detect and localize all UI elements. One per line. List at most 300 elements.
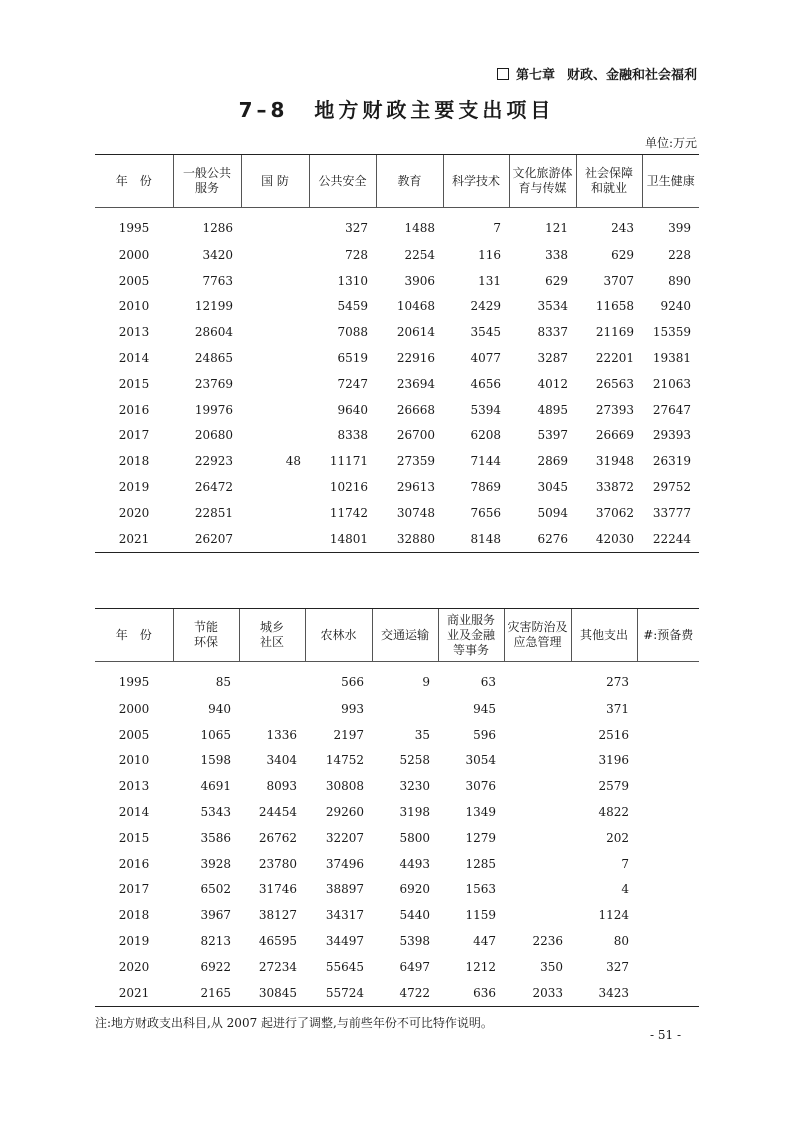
value-cell: 23694 xyxy=(396,376,435,391)
value-cell: 8337 xyxy=(537,325,568,340)
value-cell: 31948 xyxy=(595,454,634,469)
column-header-line: 应急管理 xyxy=(513,635,562,649)
value-cell: 1212 xyxy=(465,959,496,974)
value-cell: 19381 xyxy=(652,351,691,366)
table-row xyxy=(95,371,699,397)
value-cell xyxy=(504,877,571,903)
value-cell xyxy=(637,696,699,722)
column-header-line: 卫生健康 xyxy=(646,173,695,188)
title-number: 7–8 xyxy=(238,98,289,122)
value-cell: 14801 xyxy=(309,526,376,552)
value-cell: 30748 xyxy=(396,505,435,520)
column-header xyxy=(95,155,173,208)
value-cell: 34497 xyxy=(325,934,364,949)
value-cell xyxy=(241,423,309,449)
value-cell: 7247 xyxy=(337,376,368,391)
value-cell: 4 xyxy=(621,882,629,897)
table-row xyxy=(95,662,699,697)
value-cell: 7763 xyxy=(202,273,233,288)
value-cell: 29260 xyxy=(325,805,364,820)
table-row xyxy=(95,319,699,345)
value-cell: 629 xyxy=(611,247,634,262)
column-header xyxy=(376,155,443,208)
value-cell: 728 xyxy=(345,247,368,262)
table-row xyxy=(95,448,699,474)
value-cell: 23780 xyxy=(258,856,297,871)
column-header xyxy=(504,609,571,662)
value-cell xyxy=(241,397,309,423)
column-header xyxy=(438,609,504,662)
value-cell: 30845 xyxy=(239,980,305,1006)
value-cell xyxy=(637,954,699,980)
year-cell: 2005 xyxy=(118,727,150,742)
value-cell: 29613 xyxy=(396,480,435,495)
year-cell: 2016 xyxy=(118,856,150,871)
value-cell: 5397 xyxy=(537,428,568,443)
page-title xyxy=(0,94,793,123)
value-cell: 12199 xyxy=(194,299,233,314)
value-cell: 29752 xyxy=(652,480,691,495)
value-cell: 2236 xyxy=(532,934,563,949)
value-cell: 3076 xyxy=(465,779,496,794)
column-header-line: 教育 xyxy=(397,173,422,188)
value-cell: 2429 xyxy=(470,299,501,314)
table-header-row xyxy=(95,155,699,208)
value-cell: 5440 xyxy=(399,908,430,923)
value-cell: 19976 xyxy=(194,402,233,417)
column-header-line: 一般公共 xyxy=(182,166,231,180)
year-cell: 2020 xyxy=(118,505,150,520)
value-cell xyxy=(239,696,305,722)
value-cell: 22923 xyxy=(194,454,233,469)
value-cell: 4822 xyxy=(598,805,629,820)
value-cell: 4691 xyxy=(200,779,231,794)
value-cell: 9640 xyxy=(337,402,368,417)
value-cell: 37062 xyxy=(595,505,634,520)
value-cell: 48 xyxy=(285,454,301,469)
value-cell xyxy=(637,722,699,748)
value-cell: 940 xyxy=(208,701,231,716)
column-header xyxy=(372,609,438,662)
value-cell: 11171 xyxy=(329,454,368,469)
table-row xyxy=(95,696,699,722)
column-header-line: 城乡 xyxy=(259,620,284,634)
value-cell: 26207 xyxy=(173,526,241,552)
column-header xyxy=(173,609,239,662)
year-cell: 2018 xyxy=(118,908,150,923)
value-cell: 2165 xyxy=(173,980,239,1006)
value-cell: 3420 xyxy=(202,247,233,262)
value-cell: 26669 xyxy=(595,428,634,443)
value-cell: 5343 xyxy=(200,805,231,820)
column-header xyxy=(95,609,173,662)
value-cell: 5394 xyxy=(470,402,501,417)
value-cell: 228 xyxy=(668,247,691,262)
column-header-line: 科学技术 xyxy=(451,173,500,188)
value-cell: 4722 xyxy=(372,980,438,1006)
value-cell: 371 xyxy=(606,701,629,716)
year-cell: 2013 xyxy=(118,779,150,794)
value-cell: 38127 xyxy=(258,908,297,923)
value-cell: 945 xyxy=(473,701,496,716)
column-header-line: 文化旅游体 xyxy=(512,166,573,180)
column-header-line: 年 份 xyxy=(115,173,152,188)
value-cell: 399 xyxy=(668,221,691,235)
value-cell: 5258 xyxy=(399,753,430,768)
column-header xyxy=(443,155,509,208)
column-header-line: 等事务 xyxy=(452,642,489,657)
value-cell: 29393 xyxy=(652,428,691,443)
year-cell: 2005 xyxy=(118,273,150,288)
value-cell: 131 xyxy=(478,273,501,288)
year-cell: 2017 xyxy=(118,882,150,897)
value-cell: 3906 xyxy=(404,273,435,288)
year-cell: 2019 xyxy=(118,934,150,949)
value-cell: 55645 xyxy=(325,959,364,974)
value-cell: 1159 xyxy=(465,908,496,923)
year-cell: 2015 xyxy=(118,830,150,845)
value-cell xyxy=(241,208,309,243)
year-cell: 2019 xyxy=(118,480,150,495)
value-cell xyxy=(637,928,699,954)
value-cell: 3230 xyxy=(399,779,430,794)
year-cell: 2021 xyxy=(95,526,173,552)
value-cell xyxy=(504,851,571,877)
value-cell: 27359 xyxy=(396,454,435,469)
value-cell: 3045 xyxy=(537,480,568,495)
value-cell: 5459 xyxy=(337,299,368,314)
column-header xyxy=(576,155,642,208)
value-cell: 26563 xyxy=(595,376,634,391)
chapter-section: 财政、金融和社会福利 xyxy=(566,68,697,83)
table-row xyxy=(95,902,699,928)
year-cell: 2000 xyxy=(118,701,150,716)
value-cell: 890 xyxy=(668,273,691,288)
table-row xyxy=(95,242,699,268)
value-cell xyxy=(637,773,699,799)
value-cell: 3404 xyxy=(266,753,297,768)
value-cell: 33777 xyxy=(652,505,691,520)
value-cell: 1488 xyxy=(404,221,435,235)
table-row xyxy=(95,825,699,851)
column-header-line: 其他支出 xyxy=(579,627,628,642)
value-cell: 3423 xyxy=(571,980,637,1006)
column-header xyxy=(305,609,372,662)
unit-label: 单位:万元 xyxy=(644,136,697,150)
value-cell xyxy=(241,242,309,268)
value-cell: 8338 xyxy=(337,428,368,443)
column-header-line: 节能 xyxy=(193,620,218,634)
value-cell: 1286 xyxy=(202,221,233,235)
table-row xyxy=(95,345,699,371)
value-cell: 243 xyxy=(611,221,634,235)
value-cell: 4012 xyxy=(537,376,568,391)
column-header-line: 环保 xyxy=(193,635,218,649)
value-cell: 3928 xyxy=(200,856,231,871)
value-cell xyxy=(241,294,309,320)
value-cell xyxy=(504,722,571,748)
column-header-line: 公共安全 xyxy=(318,173,367,188)
value-cell: 2579 xyxy=(598,779,629,794)
value-cell: 3054 xyxy=(465,753,496,768)
value-cell xyxy=(241,345,309,371)
value-cell: 3967 xyxy=(200,908,231,923)
column-header xyxy=(239,609,305,662)
value-cell: 15359 xyxy=(652,325,691,340)
value-cell xyxy=(504,748,571,774)
value-cell xyxy=(637,799,699,825)
value-cell: 9 xyxy=(422,675,430,689)
table-row xyxy=(95,980,699,1006)
table-row xyxy=(95,851,699,877)
value-cell xyxy=(241,371,309,397)
value-cell: 27234 xyxy=(258,959,297,974)
year-cell: 2014 xyxy=(118,805,150,820)
value-cell: 42030 xyxy=(576,526,642,552)
value-cell xyxy=(241,526,309,552)
table-row xyxy=(95,877,699,903)
value-cell: 273 xyxy=(606,675,629,689)
value-cell: 3198 xyxy=(399,805,430,820)
table-row xyxy=(95,397,699,423)
value-cell xyxy=(504,696,571,722)
value-cell: 26319 xyxy=(652,454,691,469)
value-cell: 35 xyxy=(414,727,430,742)
value-cell: 3545 xyxy=(470,325,501,340)
value-cell: 2033 xyxy=(504,980,571,1006)
value-cell: 27647 xyxy=(652,402,691,417)
year-cell: 2013 xyxy=(118,325,150,340)
value-cell: 629 xyxy=(545,273,568,288)
value-cell: 636 xyxy=(438,980,504,1006)
value-cell: 30808 xyxy=(325,779,364,794)
value-cell xyxy=(637,851,699,877)
value-cell xyxy=(637,902,699,928)
value-cell xyxy=(504,902,571,928)
value-cell xyxy=(504,799,571,825)
value-cell: 2869 xyxy=(537,454,568,469)
value-cell: 26472 xyxy=(194,480,233,495)
table-header-row xyxy=(95,609,699,662)
table-row xyxy=(95,748,699,774)
chapter-number: 第七章 xyxy=(515,68,555,83)
value-cell: 5398 xyxy=(399,934,430,949)
column-header-line: #:预备费 xyxy=(643,627,694,642)
value-cell: 32880 xyxy=(376,526,443,552)
column-header-line: 灾害防治及 xyxy=(507,620,568,634)
column-header-line: 和就业 xyxy=(590,181,627,195)
value-cell: 4493 xyxy=(399,856,430,871)
title-text: 地方财政主要支出项目 xyxy=(314,98,555,122)
value-cell: 31746 xyxy=(258,882,297,897)
checkbox-square-icon xyxy=(497,68,509,80)
value-cell: 447 xyxy=(473,934,496,949)
page-number: - 51 - xyxy=(649,1028,681,1042)
table-row xyxy=(95,294,699,320)
value-cell: 1598 xyxy=(200,753,231,768)
value-cell: 7 xyxy=(621,856,629,871)
value-cell: 121 xyxy=(545,221,568,235)
value-cell: 5800 xyxy=(399,830,430,845)
value-cell xyxy=(239,662,305,697)
year-cell: 2010 xyxy=(118,753,150,768)
value-cell: 6922 xyxy=(200,959,231,974)
footnote: 注:地方财政支出科目,从 2007 起进行了调整,与前些年份不可比特作说明。 xyxy=(95,1016,493,1030)
value-cell: 22244 xyxy=(642,526,699,552)
column-header-line: 交通运输 xyxy=(380,627,429,642)
column-header-line: 社会保障 xyxy=(584,166,633,180)
value-cell: 6502 xyxy=(200,882,231,897)
value-cell: 1336 xyxy=(266,727,297,742)
value-cell: 7869 xyxy=(470,480,501,495)
value-cell xyxy=(504,773,571,799)
expenditure-table-2 xyxy=(95,608,699,1007)
table-row xyxy=(95,773,699,799)
value-cell: 1563 xyxy=(465,882,496,897)
value-cell: 4895 xyxy=(537,402,568,417)
value-cell: 6920 xyxy=(399,882,430,897)
value-cell: 37496 xyxy=(325,856,364,871)
table-row xyxy=(95,268,699,294)
column-header xyxy=(241,155,309,208)
value-cell: 20614 xyxy=(396,325,435,340)
column-header-line: 服务 xyxy=(194,181,219,195)
value-cell xyxy=(241,500,309,526)
year-cell: 2015 xyxy=(118,376,150,391)
column-header xyxy=(571,609,637,662)
year-cell: 1995 xyxy=(118,221,150,235)
value-cell: 5094 xyxy=(537,505,568,520)
value-cell: 1285 xyxy=(465,856,496,871)
value-cell: 3586 xyxy=(200,830,231,845)
value-cell: 10216 xyxy=(329,480,368,495)
year-cell: 2021 xyxy=(95,980,173,1006)
value-cell xyxy=(372,696,438,722)
value-cell: 7656 xyxy=(470,505,501,520)
value-cell: 32207 xyxy=(325,830,364,845)
value-cell: 4077 xyxy=(470,351,501,366)
value-cell: 24454 xyxy=(258,805,297,820)
column-header xyxy=(173,155,241,208)
value-cell: 3534 xyxy=(537,299,568,314)
value-cell: 350 xyxy=(540,959,563,974)
value-cell: 327 xyxy=(345,221,368,235)
column-header xyxy=(637,609,699,662)
value-cell: 63 xyxy=(480,675,496,689)
value-cell: 27393 xyxy=(595,402,634,417)
value-cell: 7144 xyxy=(470,454,501,469)
value-cell: 10468 xyxy=(396,299,435,314)
column-header xyxy=(509,155,576,208)
value-cell xyxy=(637,662,699,697)
value-cell: 26700 xyxy=(396,428,435,443)
value-cell: 6208 xyxy=(470,428,501,443)
year-cell: 2016 xyxy=(118,402,150,417)
value-cell: 2516 xyxy=(598,727,629,742)
value-cell: 23769 xyxy=(194,376,233,391)
year-cell: 2010 xyxy=(118,299,150,314)
value-cell: 24865 xyxy=(194,351,233,366)
expenditure-table-1 xyxy=(95,154,699,553)
value-cell: 33872 xyxy=(595,480,634,495)
year-cell: 1995 xyxy=(118,675,150,689)
value-cell: 22201 xyxy=(595,351,634,366)
value-cell xyxy=(241,474,309,500)
value-cell: 3707 xyxy=(603,273,634,288)
value-cell: 596 xyxy=(473,727,496,742)
value-cell: 85 xyxy=(215,675,231,689)
value-cell: 46595 xyxy=(258,934,297,949)
value-cell: 8093 xyxy=(266,779,297,794)
value-cell: 4656 xyxy=(470,376,501,391)
value-cell: 566 xyxy=(341,675,364,689)
value-cell: 1310 xyxy=(337,273,368,288)
value-cell: 11658 xyxy=(595,299,634,314)
value-cell xyxy=(504,662,571,697)
value-cell: 21063 xyxy=(652,376,691,391)
chapter-header xyxy=(497,64,697,83)
value-cell: 22916 xyxy=(396,351,435,366)
value-cell: 1279 xyxy=(465,830,496,845)
value-cell: 55724 xyxy=(305,980,372,1006)
year-cell: 2014 xyxy=(118,351,150,366)
value-cell: 1065 xyxy=(200,727,231,742)
value-cell: 6519 xyxy=(337,351,368,366)
column-header-line: 年 份 xyxy=(115,627,152,642)
table-row xyxy=(95,500,699,526)
column-header xyxy=(642,155,699,208)
column-header-line: 国 防 xyxy=(261,173,289,188)
value-cell: 21169 xyxy=(595,325,634,340)
table-row xyxy=(95,423,699,449)
value-cell: 3287 xyxy=(537,351,568,366)
value-cell: 26762 xyxy=(258,830,297,845)
value-cell: 8213 xyxy=(200,934,231,949)
value-cell xyxy=(637,825,699,851)
column-header xyxy=(309,155,376,208)
value-cell: 327 xyxy=(606,959,629,974)
column-header-line: 业及金融 xyxy=(446,627,495,642)
value-cell: 38897 xyxy=(325,882,364,897)
value-cell xyxy=(637,980,699,1006)
value-cell xyxy=(241,319,309,345)
table-row xyxy=(95,799,699,825)
value-cell xyxy=(637,748,699,774)
value-cell: 8148 xyxy=(443,526,509,552)
value-cell: 26668 xyxy=(396,402,435,417)
year-cell: 2020 xyxy=(118,959,150,974)
column-header-line: 社区 xyxy=(259,635,284,649)
value-cell: 6497 xyxy=(399,959,430,974)
table-row xyxy=(95,474,699,500)
year-cell: 2018 xyxy=(118,454,150,469)
value-cell xyxy=(241,268,309,294)
value-cell xyxy=(637,877,699,903)
value-cell: 3196 xyxy=(598,753,629,768)
value-cell: 11742 xyxy=(329,505,368,520)
value-cell: 9240 xyxy=(660,299,691,314)
value-cell: 6276 xyxy=(509,526,576,552)
table-row xyxy=(95,928,699,954)
column-header-line: 商业服务 xyxy=(446,612,495,627)
table-row xyxy=(95,954,699,980)
value-cell: 1124 xyxy=(598,908,629,923)
value-cell: 993 xyxy=(341,701,364,716)
column-header-line: 育与传媒 xyxy=(518,181,567,195)
year-cell: 2017 xyxy=(118,428,150,443)
year-cell: 2000 xyxy=(118,247,150,262)
column-header-line: 农林水 xyxy=(320,627,357,642)
